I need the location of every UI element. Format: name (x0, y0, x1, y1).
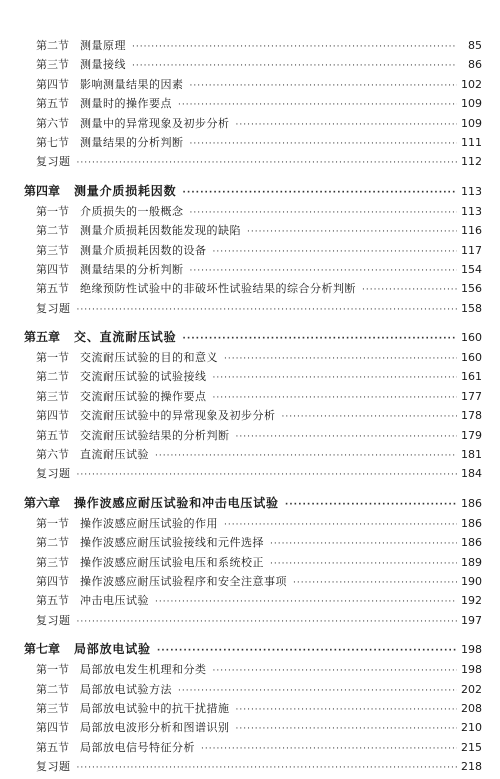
section-number: 第五节 (36, 97, 69, 111)
page-number: 181 (461, 448, 482, 462)
section-number: 第一节 (36, 204, 69, 218)
section-title: 交流耐压试验的试验接线 (80, 370, 207, 384)
toc-section-row[interactable] (24, 75, 482, 94)
page-number: 85 (468, 39, 482, 52)
section-title: 局部放电试验方法 (80, 682, 172, 696)
chapter-number: 第四章 (24, 183, 61, 198)
section-number: 第五节 (36, 282, 69, 296)
section-title: 局部放电发生机理和分类 (80, 663, 207, 677)
toc-section-row[interactable] (24, 279, 482, 298)
section-number: 第三节 (36, 58, 69, 72)
section-title: 测量介质损耗因数的设备 (80, 243, 207, 257)
review-label: 复习题 (36, 613, 71, 627)
page-number: 218 (461, 760, 482, 774)
section-title: 操作波感应耐压试验电压和系统校正 (80, 555, 264, 569)
page-number: 102 (461, 77, 482, 91)
dot-leader (285, 494, 457, 516)
review-label: 复习题 (36, 760, 71, 774)
section-title: 操作波感应耐压试验程序和安全注意事项 (80, 574, 287, 588)
toc-section-row[interactable] (24, 133, 482, 152)
toc-section-row[interactable] (24, 680, 482, 699)
toc-section-row[interactable] (24, 348, 482, 367)
toc-section-row[interactable] (24, 426, 482, 445)
toc-section-row[interactable] (24, 533, 482, 552)
section-number: 第五节 (36, 594, 69, 608)
section-title: 冲击电压试验 (80, 594, 149, 608)
toc-section-row[interactable] (24, 699, 482, 718)
page-number: 198 (461, 643, 482, 657)
section-title: 测量结果的分析判断 (80, 135, 184, 149)
section-title: 绝缘预防性试验中的非破坏性试验结果的综合分析判断 (80, 282, 356, 296)
toc-section-row[interactable] (24, 367, 482, 386)
page-number: 156 (461, 282, 482, 296)
section-number: 第三节 (36, 701, 69, 715)
toc-section-row[interactable] (24, 553, 482, 572)
toc-section-row[interactable] (24, 36, 482, 55)
section-title: 影响测量结果的因素 (80, 77, 184, 91)
section-title: 交流耐压试验结果的分析判断 (80, 428, 230, 442)
toc-section-row[interactable] (24, 55, 482, 74)
section-title: 测量接线 (80, 58, 126, 72)
chapter-title: 局部放电试验 (74, 642, 151, 657)
section-title: 直流耐压试验 (80, 448, 149, 462)
section-title: 局部放电试验中的抗干扰措施 (80, 701, 230, 715)
review-label: 复习题 (36, 155, 71, 169)
chapter-number: 第六章 (24, 495, 61, 510)
page-number: 160 (461, 331, 482, 345)
section-number: 第六节 (36, 116, 69, 130)
page-number: 112 (461, 155, 482, 169)
toc-section-row[interactable] (24, 94, 482, 113)
toc-section-row[interactable] (24, 572, 482, 591)
chapter-number: 第七章 (24, 642, 61, 657)
section-title: 介质损失的一般概念 (80, 204, 184, 218)
section-number: 第四节 (36, 721, 69, 735)
section-number: 第二节 (36, 682, 69, 696)
review-label: 复习题 (36, 301, 71, 315)
toc-section-row[interactable] (24, 260, 482, 279)
page-number: 184 (461, 467, 482, 481)
page-number: 117 (461, 243, 482, 257)
dot-leader (77, 466, 458, 485)
toc-section-row[interactable] (24, 718, 482, 737)
page-number: 215 (461, 740, 482, 754)
section-title: 操作波感应耐压试验的作用 (80, 516, 218, 530)
section-title: 交流耐压试验的操作要点 (80, 389, 207, 403)
toc-chapter-row[interactable] (24, 638, 482, 660)
page-number: 197 (461, 613, 482, 627)
toc-section-row[interactable] (24, 221, 482, 240)
dot-leader (182, 328, 457, 350)
section-number: 第一节 (36, 663, 69, 677)
toc-chapter-row[interactable] (24, 326, 482, 348)
section-number: 第五节 (36, 428, 69, 442)
toc-chapter-row[interactable] (24, 492, 482, 514)
page-number: 186 (461, 536, 482, 550)
page-number: 186 (461, 516, 482, 530)
chapter-title: 操作波感应耐压试验和冲击电压试验 (74, 495, 279, 510)
section-number: 第三节 (36, 243, 69, 257)
page-number: 113 (461, 184, 482, 198)
toc-section-row[interactable] (24, 202, 482, 221)
toc-review-row[interactable] (24, 757, 482, 776)
section-number: 第一节 (36, 516, 69, 530)
section-title: 局部放电信号特征分析 (80, 740, 195, 754)
section-title: 测量介质损耗因数能发现的缺陷 (80, 224, 241, 238)
toc-chapter-row[interactable] (24, 180, 482, 202)
dot-leader (77, 759, 458, 778)
page-number: 192 (461, 594, 482, 608)
section-number: 第三节 (36, 555, 69, 569)
section-number: 第二节 (36, 370, 69, 384)
page-number: 116 (461, 224, 482, 238)
toc-section-row[interactable] (24, 406, 482, 425)
section-number: 第四节 (36, 409, 69, 423)
dot-leader (77, 154, 458, 173)
section-number: 第七节 (36, 135, 69, 149)
review-label: 复习题 (36, 467, 71, 481)
page-number: 161 (461, 370, 482, 384)
toc-review-row[interactable] (24, 464, 482, 483)
section-title: 测量时的操作要点 (80, 97, 172, 111)
page-number: 111 (461, 135, 482, 149)
section-title: 交流耐压试验的目的和意义 (80, 351, 218, 365)
toc-section-row[interactable] (24, 738, 482, 757)
page-number: 208 (461, 701, 482, 715)
page-number: 178 (461, 409, 482, 423)
page-number: 179 (461, 428, 482, 442)
chapter-title: 测量介质损耗因数 (74, 183, 177, 198)
page-number: 109 (461, 116, 482, 130)
section-number: 第六节 (36, 448, 69, 462)
section-number: 第二节 (36, 224, 69, 238)
page-number: 202 (461, 682, 482, 696)
page-number: 198 (461, 663, 482, 677)
toc-section-row[interactable] (24, 591, 482, 610)
section-number: 第三节 (36, 389, 69, 403)
section-title: 测量结果的分析判断 (80, 262, 184, 276)
page-number: 210 (461, 721, 482, 735)
dot-leader (77, 301, 458, 320)
toc-section-row[interactable] (24, 114, 482, 133)
dot-leader (182, 182, 457, 204)
toc-review-row[interactable] (24, 299, 482, 318)
toc-review-row[interactable] (24, 611, 482, 630)
section-number: 第二节 (36, 39, 69, 52)
section-number: 第二节 (36, 536, 69, 550)
toc-section-row[interactable] (24, 445, 482, 464)
section-title: 交流耐压试验中的异常现象及初步分析 (80, 409, 276, 423)
toc-review-row[interactable] (24, 152, 482, 171)
page-number: 186 (461, 496, 482, 510)
toc-section-row[interactable] (24, 387, 482, 406)
section-title: 测量中的异常现象及初步分析 (80, 116, 230, 130)
page-number: 177 (461, 389, 482, 403)
page-number: 154 (461, 262, 482, 276)
section-title: 局部放电波形分析和图谱识别 (80, 721, 230, 735)
table-of-contents (24, 36, 482, 777)
dot-leader (157, 640, 457, 662)
section-number: 第四节 (36, 574, 69, 588)
page-number: 160 (461, 351, 482, 365)
toc-section-row[interactable] (24, 660, 482, 679)
section-title: 操作波感应耐压试验接线和元件选择 (80, 536, 264, 550)
page-number: 109 (461, 97, 482, 111)
page-number: 113 (461, 204, 482, 218)
toc-section-row[interactable] (24, 514, 482, 533)
page-number: 190 (461, 574, 482, 588)
toc-section-row[interactable] (24, 241, 482, 260)
section-number: 第四节 (36, 262, 69, 276)
page-number: 189 (461, 555, 482, 569)
section-title: 测量原理 (80, 39, 126, 52)
chapter-number: 第五章 (24, 330, 61, 345)
section-number: 第一节 (36, 351, 69, 365)
page-number: 158 (461, 301, 482, 315)
section-number: 第五节 (36, 740, 69, 754)
section-number: 第四节 (36, 77, 69, 91)
dot-leader (77, 613, 458, 632)
page-number: 86 (468, 58, 482, 72)
chapter-title: 交、直流耐压试验 (74, 330, 177, 345)
